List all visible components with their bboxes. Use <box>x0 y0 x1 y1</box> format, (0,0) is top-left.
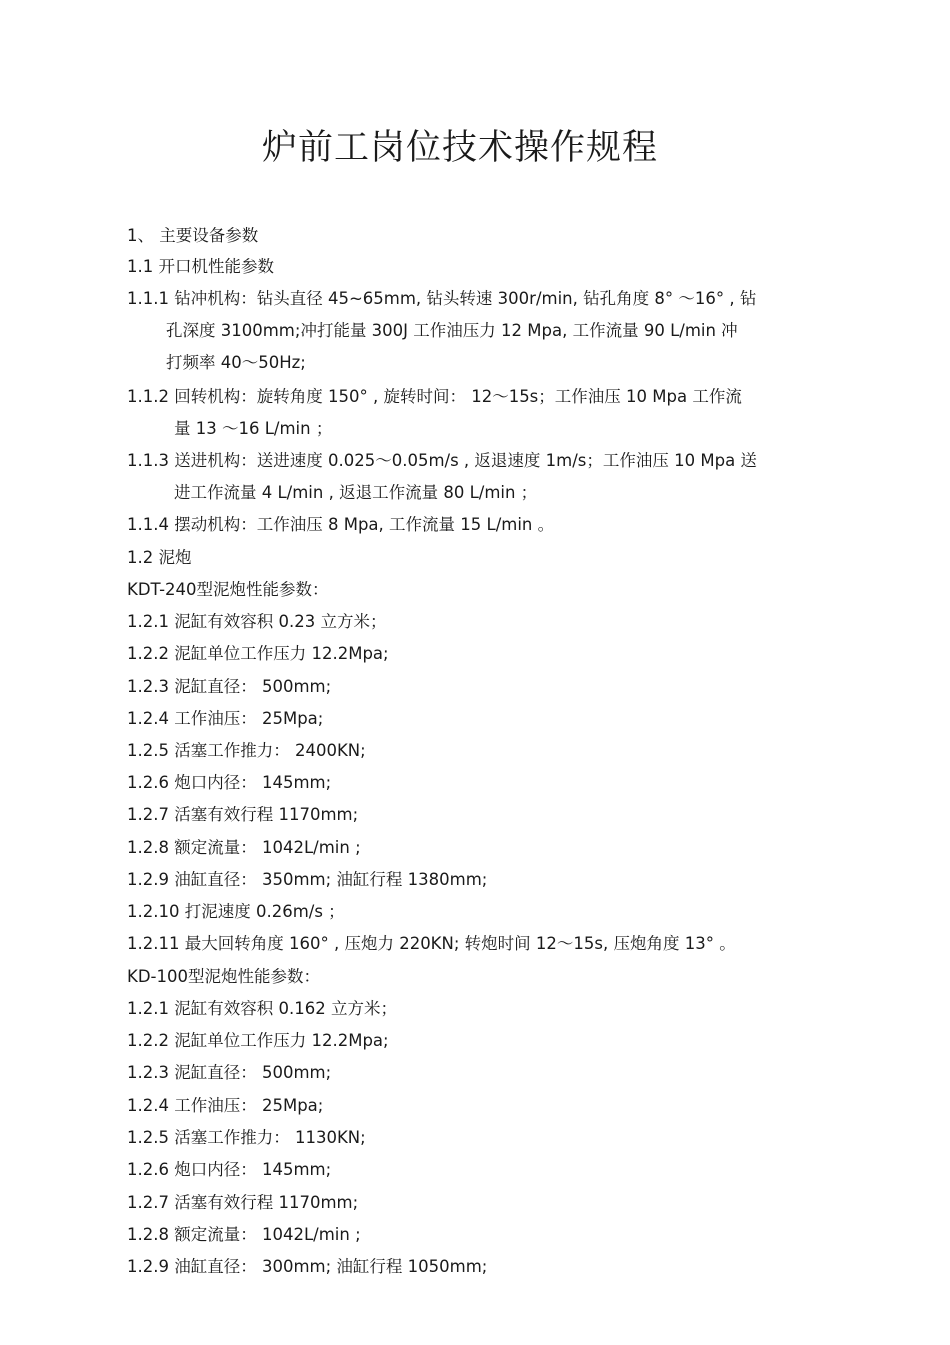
list-item: 1.2.4 工作油压： 25Mpa; <box>127 709 324 728</box>
list-item: 1.2.5 活塞工作推力： 2400KN; <box>127 741 366 760</box>
list-item: 1.2.9 油缸直径： 300mm; 油缸行程 1050mm; <box>127 1257 488 1276</box>
paragraph-line: 打频率 40～50Hz; <box>166 353 306 372</box>
subsection-heading: 1.1 开口机性能参数 <box>127 257 274 276</box>
list-item: 1.2.5 活塞工作推力： 1130KN; <box>127 1128 366 1147</box>
paragraph-line: 1.1.4 摆动机构：工作油压 8 Mpa, 工作流量 15 L/min 。 <box>127 515 555 534</box>
paragraph-line: KD-100型泥炮性能参数： <box>127 967 320 986</box>
paragraph-line: KDT-240型泥炮性能参数： <box>127 580 329 599</box>
subsection-heading: 1.2 泥炮 <box>127 548 192 567</box>
list-item: 1.2.4 工作油压： 25Mpa; <box>127 1096 324 1115</box>
list-item: 1.2.3 泥缸直径： 500mm; <box>127 1063 332 1082</box>
list-item: 1.2.6 炮口内径： 145mm; <box>127 1160 332 1179</box>
list-item: 1.2.8 额定流量： 1042L/min ; <box>127 838 361 857</box>
list-item: 1.2.11 最大回转角度 160° , 压炮力 220KN; 转炮时间 12～15s, 压炮角度 13° 。 <box>127 934 736 953</box>
section-heading: 1、 主要设备参数 <box>127 226 259 245</box>
paragraph-line: 1.1.1 钻冲机构：钻头直径 45~65mm, 钻头转速 300r/min, 钻孔角度 8° ～16° , 钻 <box>127 289 757 308</box>
list-item: 1.2.7 活塞有效行程 1170mm; <box>127 1193 359 1212</box>
list-item: 1.2.2 泥缸单位工作压力 12.2Mpa; <box>127 644 389 663</box>
list-item: 1.2.1 泥缸有效容积 0.23 立方米； <box>127 612 387 631</box>
paragraph-line: 1.1.2 回转机构：旋转角度 150° , 旋转时间： 12～15s；工作油压 10 Mpa 工作流 <box>127 387 742 406</box>
list-item: 1.2.3 泥缸直径： 500mm; <box>127 677 332 696</box>
paragraph-line: 量 13 ～16 L/min ； <box>174 419 333 438</box>
document-title: 炉前工岗位技术操作规程 <box>261 128 658 168</box>
list-item: 1.2.2 泥缸单位工作压力 12.2Mpa; <box>127 1031 389 1050</box>
list-item: 1.2.8 额定流量： 1042L/min ; <box>127 1225 361 1244</box>
paragraph-line: 孔深度 3100mm;冲打能量 300J 工作油压力 12 Mpa, 工作流量 90 L/min 冲 <box>166 321 738 340</box>
list-item: 1.2.9 油缸直径： 350mm; 油缸行程 1380mm; <box>127 870 488 889</box>
list-item: 1.2.7 活塞有效行程 1170mm; <box>127 805 359 824</box>
list-item: 1.2.6 炮口内径： 145mm; <box>127 773 332 792</box>
list-item: 1.2.1 泥缸有效容积 0.162 立方米； <box>127 999 397 1018</box>
paragraph-line: 进工作流量 4 L/min , 返退工作流量 80 L/min ； <box>174 483 538 502</box>
list-item: 1.2.10 打泥速度 0.26m/s ； <box>127 902 345 921</box>
paragraph-line: 1.1.3 送进机构：送进速度 0.025～0.05m/s , 返退速度 1m/s；工作油压 10 Mpa 送 <box>127 451 757 470</box>
